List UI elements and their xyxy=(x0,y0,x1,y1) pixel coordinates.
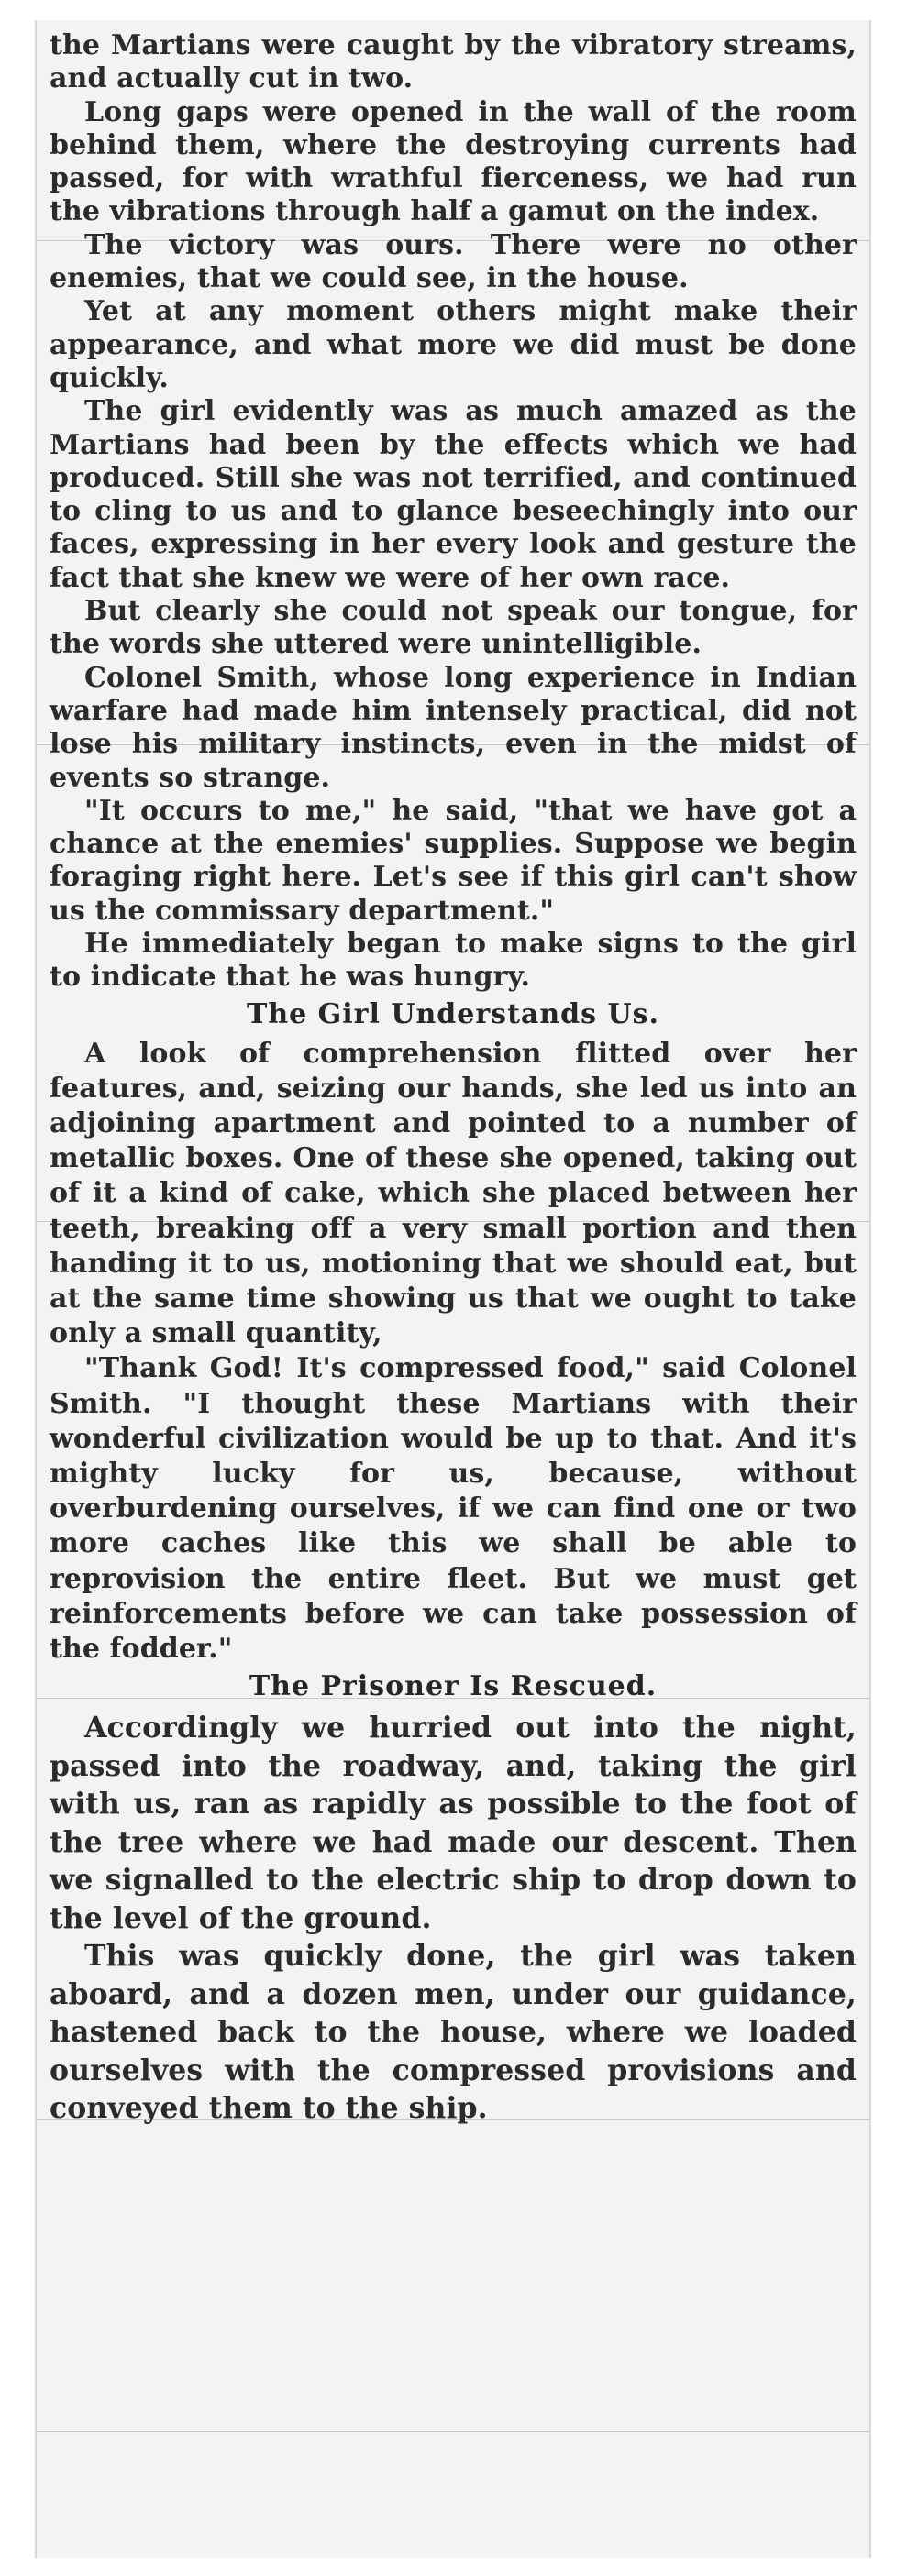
paragraph: He immediately began to make signs to the girl to indicate that he was hungry. xyxy=(50,928,857,994)
section-prisoner-rescued xyxy=(50,1709,857,2128)
paragraph: Yet at any moment others might make their appearance, and what more we did must be done quickly. xyxy=(50,295,857,394)
paragraph: Colonel Smith, whose long experience in Indian warfare had made him intensely practical, did not lose his military instincts, even in the midst of events so strange. xyxy=(50,661,857,794)
article-column xyxy=(50,29,857,2548)
section-girl-understands xyxy=(50,1037,857,1668)
paragraph: A look of comprehension flitted over her features, and, seizing our hands, she led us into an adjoining apartment and pointed to a number of metallic boxes. One of these she opened, taking out of it a kind of cake, which she placed between her teeth, breaking off a very small portion and then handing it to us, motioning that we should eat, but at the same time showing us that we ought to take only a small quantity, xyxy=(50,1037,857,1350)
paragraph: But clearly she could not speak our tongue, for the words she uttered were unintelligible. xyxy=(50,595,857,661)
paragraph: "It occurs to me," he said, "that we have got a chance at the enemies' supplies. Suppose we begin foraging right here. Let's see if this girl can't show us the commissary department." xyxy=(50,794,857,927)
paragraph: the Martians were caught by the vibratory streams, and actually cut in two. xyxy=(50,29,857,95)
subheading-girl-understands: The Girl Understands Us. xyxy=(247,997,659,1030)
paragraph: The victory was ours. There were no other enemies, that we could see, in the house. xyxy=(50,228,857,295)
section-opening xyxy=(50,29,857,995)
paragraph: "Thank God! It's compressed food," said Colonel Smith. "I thought these Martians with their wonderful civilization would be up to that. And it's mighty lucky for us, because, without overburdening ourselves, if we can find one or two more caches like this we shall be able to reprovision the entire fleet. But we must get reinforcements before we can take possession of the fodder." xyxy=(50,1352,857,1666)
paragraph: This was quickly done, the girl was taken aboard, and a dozen men, under our guidance, hastened back to the house, where we loaded ourselves with the compressed provisions and conveyed them to the ship. xyxy=(50,1939,857,2126)
paragraph: The girl evidently was as much amazed as the Martians had been by the effects which we had produced. Still she was not terrified, and continued to cling to us and to glance beseechingly into our faces, expressing in her every look and gesture the fact that she knew we were of her own race. xyxy=(50,395,857,594)
paragraph: Long gaps were opened in the wall of the room behind them, where the destroying currents had passed, for with wrathful fierceness, we had run the vibrations through half a gamut on the index. xyxy=(50,95,857,228)
newspaper-clipping xyxy=(35,20,871,2558)
paragraph: Accordingly we hurried out into the night, passed into the roadway, and, taking the girl with us, ran as rapidly as possible to the foot of the tree where we had made our descent. Then we signalled to the electric ship to drop down to the level of the ground. xyxy=(50,1711,857,1935)
subheading-prisoner-rescued: The Prisoner Is Rescued. xyxy=(249,1670,658,1703)
